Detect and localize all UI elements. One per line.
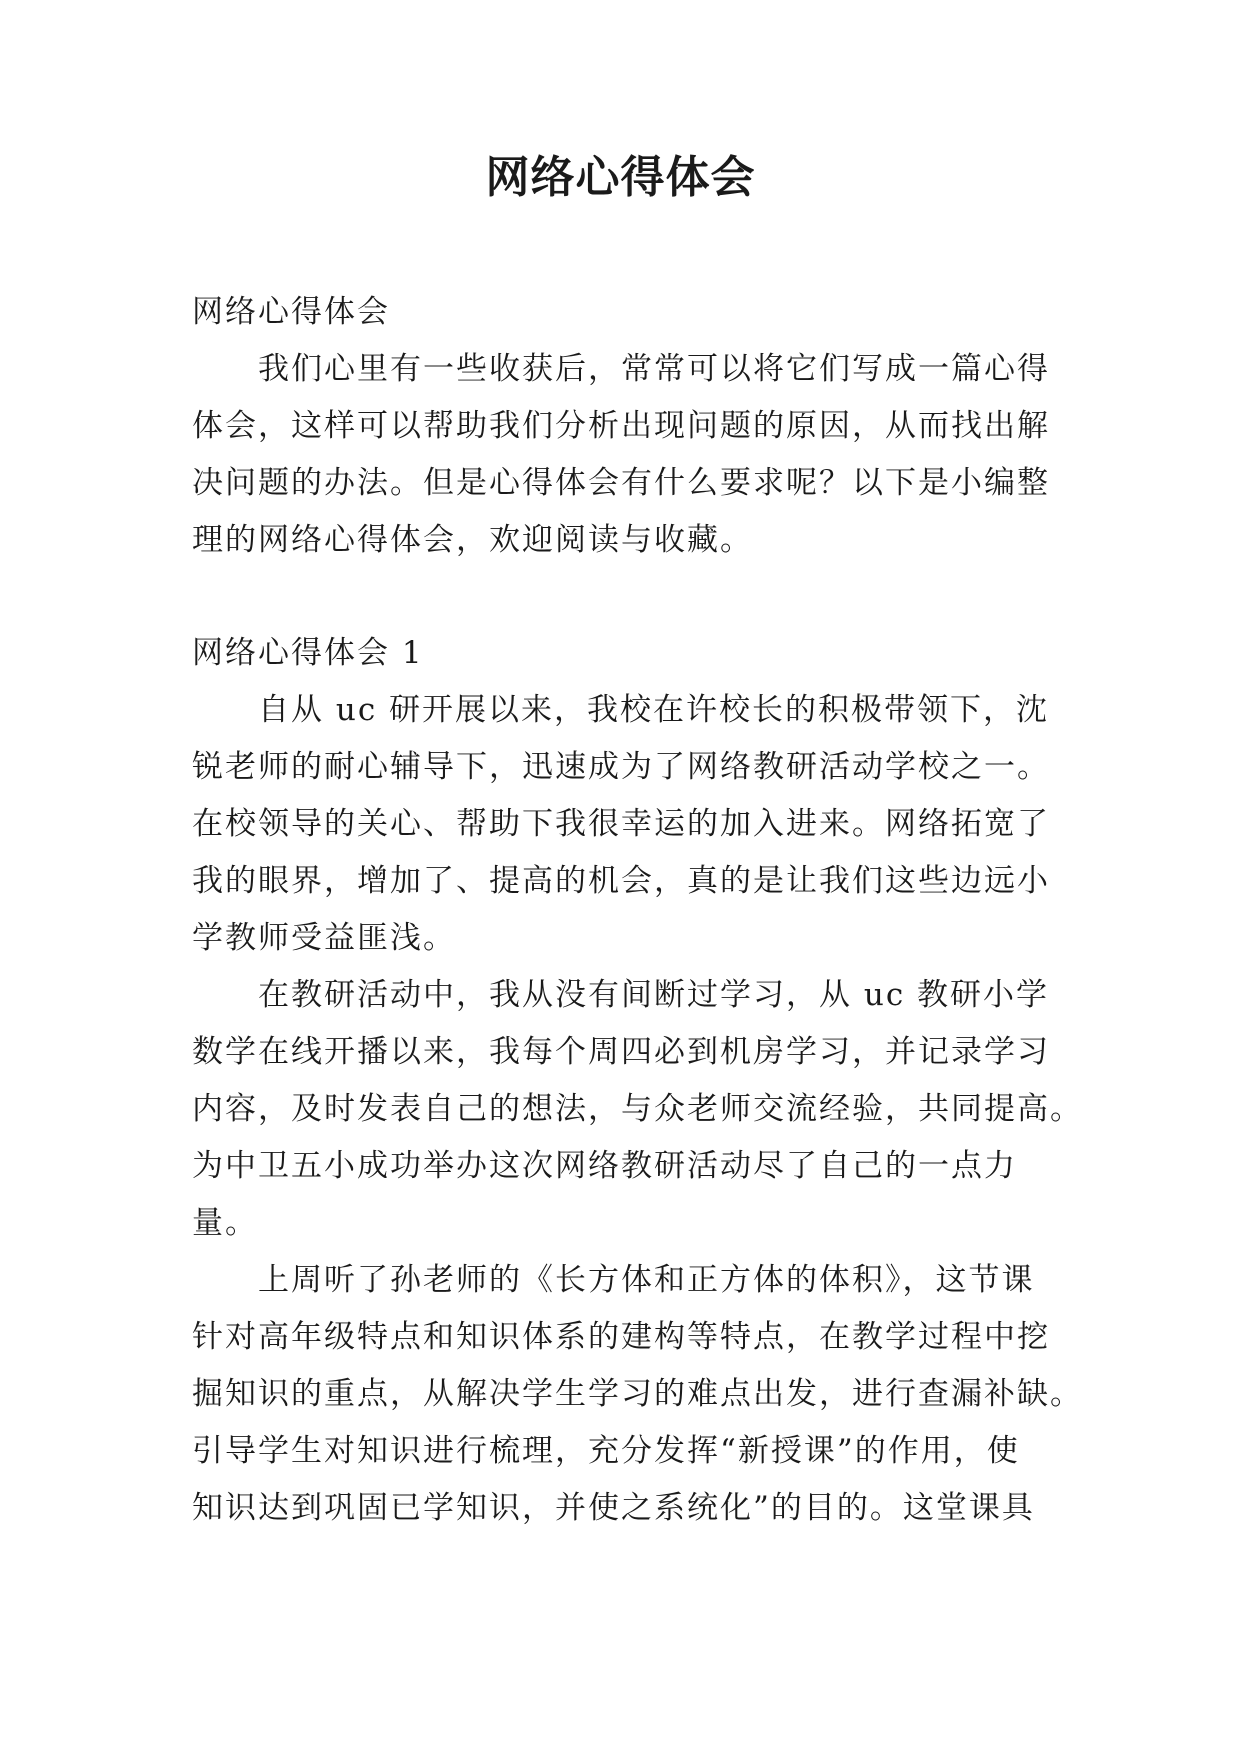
paragraph-line: 理的网络心得体会，欢迎阅读与收藏。	[192, 522, 753, 558]
document-title: 网络心得体会	[485, 152, 756, 203]
paragraph-line: 自从 uc 研开展以来，我校在许校长的积极带领下，沈	[258, 692, 1050, 728]
paragraph-line: 引导学生对知识进行梳理，充分发挥“新授课”的作用，使	[192, 1433, 1020, 1469]
paragraph-line: 在教研活动中，我从没有间断过学习，从 uc 教研小学	[258, 977, 1050, 1013]
paragraph-3	[192, 1252, 1083, 1537]
paragraph-line: 学教师受益匪浅。	[192, 920, 456, 956]
paragraph-line: 掘知识的重点，从解决学生学习的难点出发，进行查漏补缺。	[192, 1376, 1083, 1412]
paragraph-1	[192, 682, 1072, 967]
paragraph-line: 体会，这样可以帮助我们分析出现问题的原因，从而找出解	[192, 408, 1050, 444]
paragraph-line: 在校领导的关心、帮助下我很幸运的加入进来。网络拓宽了	[192, 806, 1050, 842]
paragraph-line: 决问题的办法。但是心得体会有什么要求呢？以下是小编整	[192, 465, 1050, 501]
paragraph-line: 内容，及时发表自己的想法，与众老师交流经验，共同提高。	[192, 1091, 1083, 1127]
paragraph-line: 上周听了孙老师的《长方体和正方体的体积》，这节课	[258, 1262, 1035, 1298]
paragraph-spacer	[192, 569, 1072, 625]
paragraph-line: 数学在线开播以来，我每个周四必到机房学习，并记录学习	[192, 1034, 1050, 1070]
paragraph-2	[192, 967, 1083, 1252]
paragraph-line: 我们心里有一些收获后，常常可以将它们写成一篇心得	[258, 351, 1050, 387]
section-heading: 网络心得体会 1	[192, 635, 424, 671]
paragraph-line: 知识达到巩固已学知识，并使之系统化”的目的。这堂课具	[192, 1490, 1035, 1526]
paragraph-line: 为中卫五小成功举办这次网络教研活动尽了自己的一点力	[192, 1148, 1017, 1184]
intro-paragraph	[192, 341, 1072, 569]
subtitle-line: 网络心得体会	[192, 294, 390, 330]
paragraph-line: 我的眼界，增加了、提高的机会，真的是让我们这些边远小	[192, 863, 1050, 899]
paragraph-line: 量。	[192, 1205, 258, 1241]
document-body	[192, 284, 1083, 1537]
paragraph-line: 针对高年级特点和知识体系的建构等特点，在教学过程中挖	[192, 1319, 1050, 1355]
paragraph-line: 锐老师的耐心辅导下，迅速成为了网络教研活动学校之一。	[192, 749, 1050, 785]
